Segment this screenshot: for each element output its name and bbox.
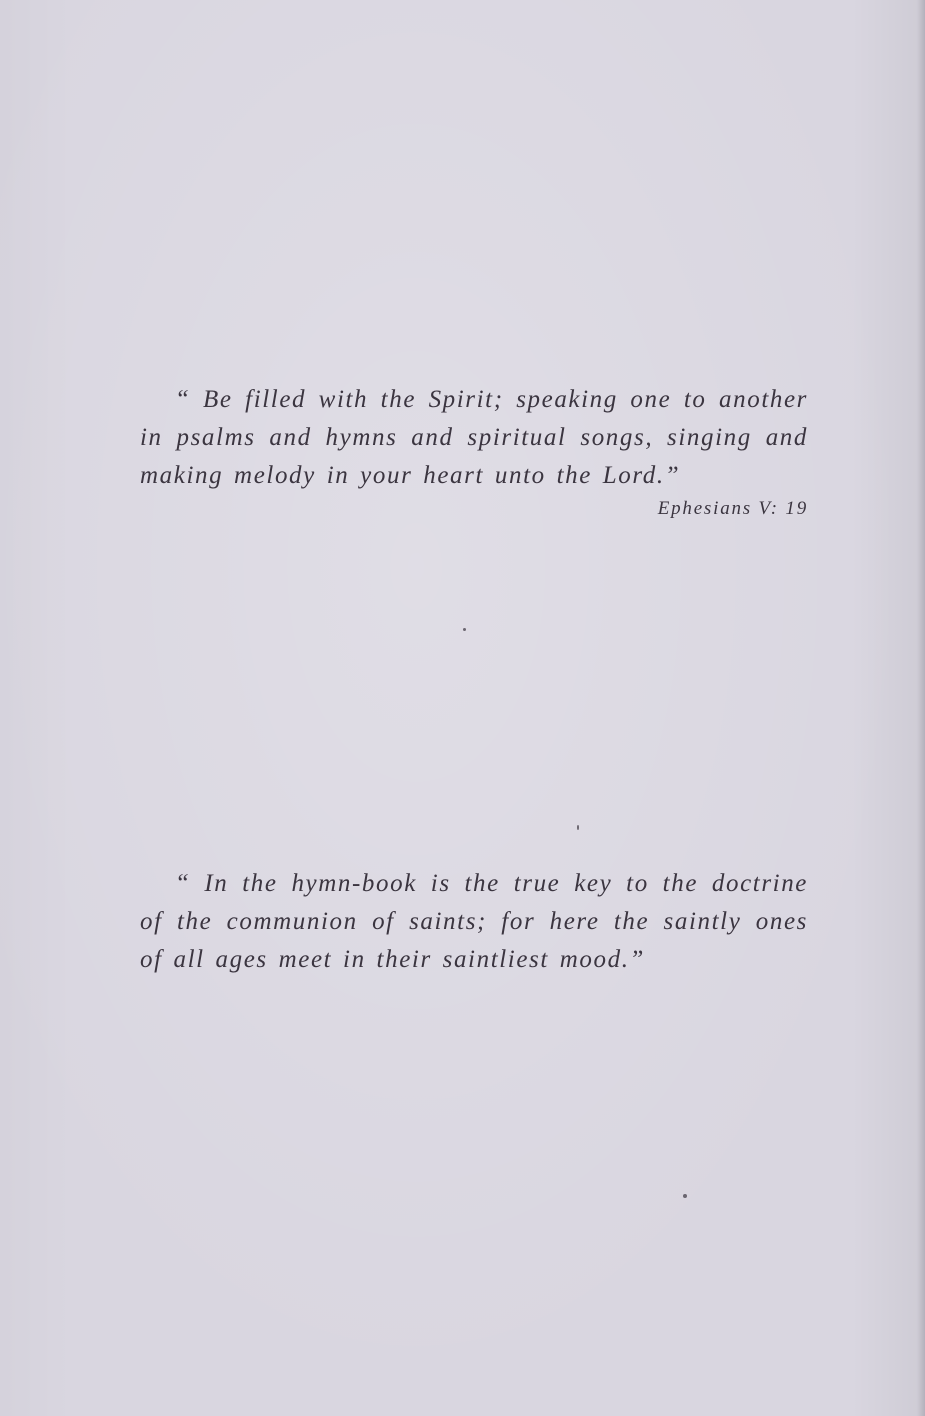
- epigraph-line: in psalms and hymns and spiritual songs, singing and: [140, 424, 808, 451]
- paper-speck: [463, 628, 466, 631]
- epigraph-line: making melody in your heart unto the Lord.”: [140, 462, 681, 489]
- epigraph-line: “ Be filled with the Spirit; speaking one to another: [175, 386, 808, 413]
- paper-speck: [577, 825, 579, 830]
- epigraph-line: of all ages meet in their saintliest mood.”: [140, 946, 646, 973]
- paper-speck: [683, 1194, 687, 1198]
- hymn-book-epigraph: [140, 865, 808, 979]
- epigraph-line: “ In the hymn-book is the true key to the doctrine: [175, 870, 808, 897]
- epigraph-line: of the communion of saints; for here the saintly ones: [140, 908, 808, 935]
- epigraph-citation: Ephesians V: 19: [657, 498, 808, 519]
- scripture-epigraph: [140, 381, 808, 495]
- page-edge-shadow: [917, 0, 925, 1416]
